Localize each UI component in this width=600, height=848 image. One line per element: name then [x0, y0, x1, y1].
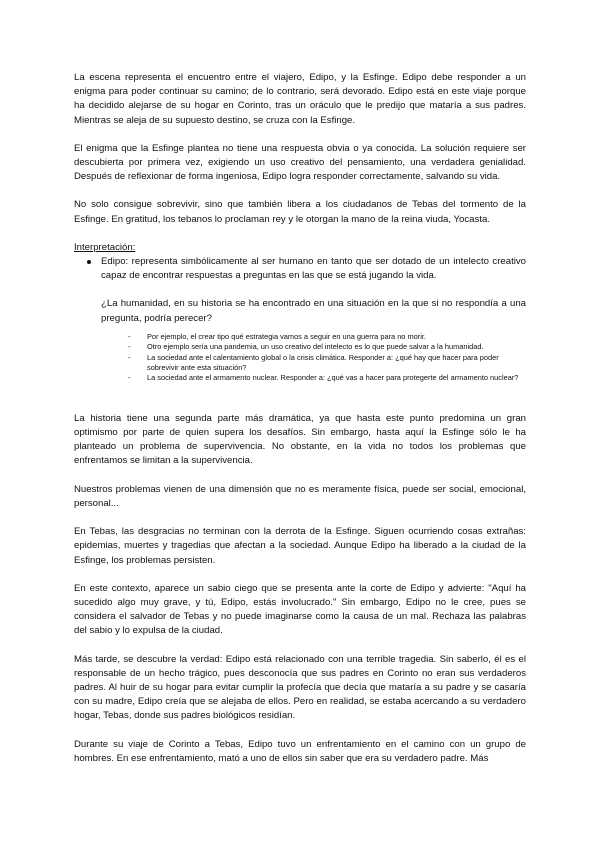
example-text: Otro ejemplo sería una pandemia, un uso creativo del intelecto es lo que puede salvar a la humanidad. [147, 342, 484, 352]
interpretation-heading: Interpretación: [74, 241, 136, 253]
bullet-dot [87, 260, 91, 264]
paragraph-dimension: Nuestros problemas vienen de una dimensión que no es meramente física, puede ser social, emocional, personal... [74, 483, 526, 509]
document-body [74, 71, 526, 766]
example-text: La sociedad ante el calentamiento global o la crisis climática. Responder a: ¿qué hay que hacer para poder sobrevivir ante esta situación? [147, 352, 499, 373]
dash-marker: - [128, 342, 131, 352]
dash-marker: - [128, 352, 131, 362]
paragraph-blind-sage: En este contexto, aparece un sabio ciego que se presenta ante la corte de Edipo y advierte: "Aquí ha sucedido algo muy grave, y tú, Edipo, estás involucrado." Sin embargo, Edipo no le cree, pues se considera el salvador de Tebas y no puede imaginarse como la causa de un mal. Rechaza las palabras del sabio y lo expulsa de la ciudad. [74, 582, 526, 637]
dash-marker: - [128, 331, 131, 341]
paragraph-sphinx-encounter: La escena representa el encuentro entre el viajero, Edipo, y la Esfinge. Edipo debe responder a un enigma para poder continuar su camino; de lo contrario, será devorado. Edipo está en este viaje porque ha decidido alejarse de su hogar en Corinto, tras un oráculo que le predijo que mataría a sus padres. Mientras se aleja de su supuesto destino, se cruza con la Esfinge. [74, 72, 526, 126]
paragraph-liberation: No solo consigue sobrevivir, sino que también libera a los ciudadanos de Tebas del tormento de la Esfinge. En gratitud, los tebanos lo proclaman rey y le otorgan la mano de la reina viuda, Yocasta. [74, 199, 526, 225]
paragraph-journey: Durante su viaje de Corinto a Tebas, Edipo tuvo un enfrentamiento en el camino con un grupo de hombres. En ese enfrentamiento, mató a uno de ellos sin saber que era su verdadero padre. Más [74, 738, 526, 764]
example-text: La sociedad ante el armamento nuclear. Responder a: ¿qué vas a hacer para protegerte del armamento nuclear? [147, 373, 519, 383]
example-text: Por ejemplo, el crear tipo qué estrategia vamos a seguir en una guerra para no morir. [147, 331, 426, 341]
paragraph-enigma: El enigma que la Esfinge plantea no tiene una respuesta obvia o ya conocida. La solución requiere ser descubierta por primera vez, exigiendo un uso creativo del pensamiento, una verdadera genialidad. Después de reflexionar de forma ingeniosa, Edipo logra responder correctamente, salvando su vida. [74, 142, 526, 183]
example-item [128, 332, 526, 342]
paragraph-truth: Más tarde, se descubre la verdad: Edipo está relacionado con una terrible tragedia. Sin saberlo, él es el responsable de un hecho trágico, pues desconocía que sus padres en Corinto no eran sus verdaderos padres. Al huir de su hogar para evitar cumplir la profecía que decía que mataría a su padre y se casaría con su madre, Edipo creía que se alejaba de ellos. Pero en realidad, se estaba acercando a su verdadero hogar, Tebas, donde sus padres biológicos residían. [74, 653, 526, 722]
paragraph-second-part: La historia tiene una segunda parte más dramática, ya que hasta este punto predomina un gran optimismo por parte de quien supera los desafíos. Sin embargo, hasta aquí la Esfinge sólo le ha planteado un problema de supervivencia. No obstante, en la vida no todos los problemas que enfrentamos se limitan a la supervivencia. [74, 412, 526, 467]
interpretation-bullet [74, 255, 526, 384]
interpretation-question: ¿La humanidad, en su historia se ha encontrado en una situación en la que si no respondía a una pregunta, podría perecer? [101, 298, 526, 324]
interpretation-bullet-text: Edipo: representa simbólicamente al ser humano en tanto que ser dotado de un intelecto creativo capaz de encontrar respuestas a preguntas en las que se está jugando la vida. [101, 256, 526, 282]
example-item [128, 373, 526, 383]
examples-list [128, 332, 526, 384]
example-item [128, 353, 526, 374]
paragraph-thebes: En Tebas, las desgracias no terminan con la derrota de la Esfinge. Siguen ocurriendo cosas extrañas: epidemias, muertes y tragedias que afectan a la sociedad. Aunque Edipo ha liberado a la ciudad de la Esfinge, los problemas persisten. [74, 526, 526, 566]
dash-marker: - [128, 373, 131, 383]
example-item [128, 342, 526, 352]
